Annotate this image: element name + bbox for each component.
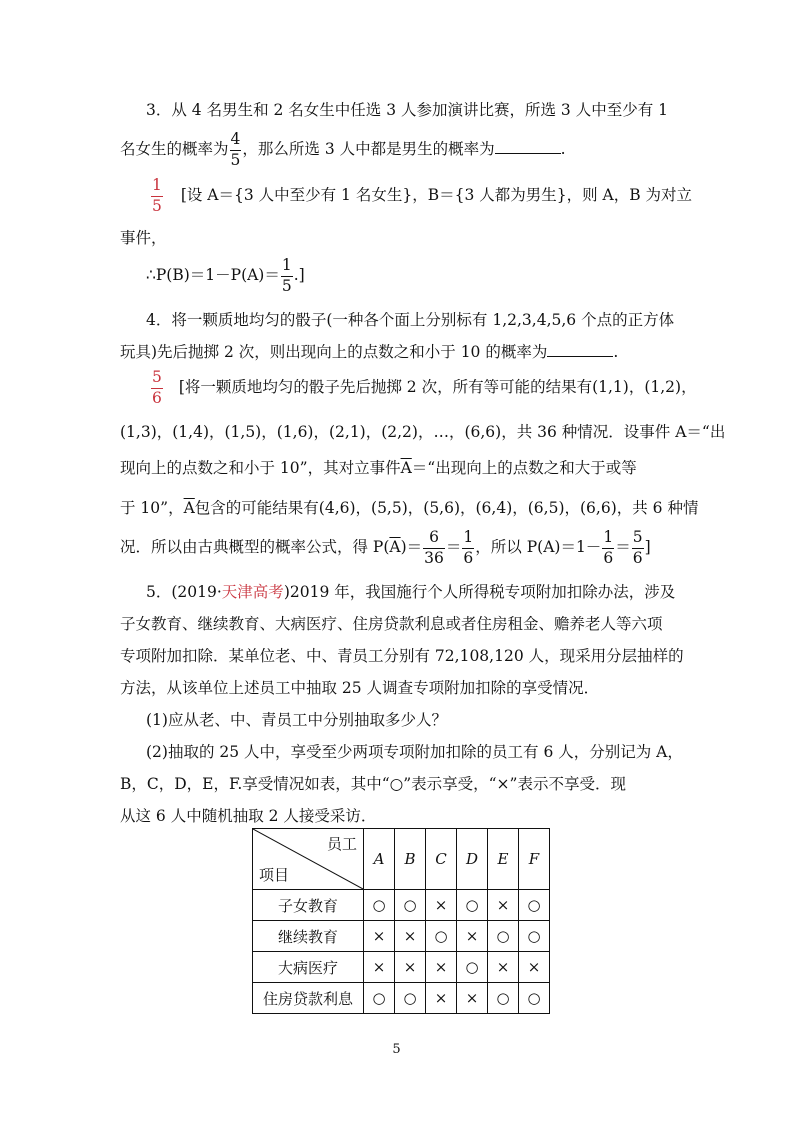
a4-f3-num: 1 — [603, 528, 614, 546]
a4-f1-den: 36 — [424, 548, 444, 567]
column-header: B — [395, 829, 426, 890]
table-cell: × — [426, 952, 457, 983]
table-row — [253, 952, 550, 983]
table-cell: ○ — [519, 890, 550, 921]
a4-fraction-5-6 — [632, 530, 644, 566]
a4-f4-num: 5 — [632, 528, 643, 546]
a3-line-3 — [146, 258, 305, 294]
page-number: 5 — [392, 1042, 401, 1057]
q5-line-1 — [146, 580, 675, 602]
q5-line-2: 子女教育、继续教育、大病医疗、住房贷款利息或者住房租金、赡养老人等六项 — [120, 615, 663, 633]
q5-sub-1: (1)应从老、中、青员工中分别抽取多少人？ — [146, 711, 447, 729]
a4-line-1 — [150, 370, 697, 406]
table-cell: ○ — [457, 952, 488, 983]
table-cell: × — [395, 921, 426, 952]
a4-ans-den: 6 — [152, 388, 162, 407]
a4-answer-fraction — [151, 370, 163, 406]
q5-line-3: 专项附加扣除．某单位老、中、青员工分别有 72,108,120 人，现采用分层抽样的 — [120, 647, 684, 665]
a4-complement-event-3: $\overline{A}$ — [389, 538, 401, 556]
table-cell: × — [426, 983, 457, 1014]
table-cell: × — [457, 921, 488, 952]
table-cell: ○ — [364, 890, 395, 921]
a4-f2-den: 6 — [463, 548, 474, 567]
q5-sub-2-line-3: 从这 6 人中随机抽取 2 人接受采访． — [120, 807, 377, 825]
q3-line-2 — [120, 132, 566, 168]
a3-ans-num: 1 — [152, 176, 162, 194]
q4-line-2 — [120, 340, 618, 362]
q5-line-4: 方法，从该单位上述员工中抽取 25 人调查专项附加扣除的享受情况． — [120, 679, 600, 697]
table-header-row — [253, 829, 550, 890]
a4-f3-den: 6 — [603, 548, 614, 567]
a3-answer-fraction — [151, 178, 163, 214]
a4-line-3-post: ＝“出现向上的点数之和大于或等 — [411, 459, 637, 477]
q3-given-probability — [230, 132, 242, 168]
a3-ans-den: 5 — [152, 196, 162, 215]
a3-formula-fraction — [281, 258, 293, 294]
a4-line-3-pre: 现向上的点数之和小于 10”，其对立事件 — [120, 459, 401, 477]
table-cell: ○ — [426, 921, 457, 952]
q5-sub-2-line-2: B，C，D，E，F.享受情况如表，其中“○”表示享受，“×”表示不享受．现 — [120, 775, 626, 793]
a4-line-5-a: 况．所以由古典概型的概率公式，得 P( — [120, 538, 390, 556]
a3-f-num: 1 — [281, 256, 292, 274]
column-header: E — [488, 829, 519, 890]
table-cell: × — [457, 983, 488, 1014]
table-cell: × — [488, 890, 519, 921]
a3-formula-pre: ∴P(B)＝1－P(A)＝ — [146, 266, 280, 284]
q3-line-1: 3．从 4 名男生和 2 名女生中任选 3 人参加演讲比赛，所选 3 人中至少有 1 — [146, 101, 669, 119]
a3-line-2: 事件， — [120, 229, 167, 247]
a4-f4-den: 6 — [632, 548, 643, 567]
q3-frac-num: 4 — [230, 130, 241, 148]
a4-f1-num: 6 — [429, 528, 439, 546]
table-cell: ○ — [488, 921, 519, 952]
q5-sub-2-line-1: (2)抽取的 25 人中，享受至少两项专项附加扣除的员工有 6 人，分别记为 A， — [146, 743, 683, 761]
row-label: 住房贷款利息 — [253, 983, 364, 1014]
q4-line-1: 4．将一颗质地均匀的骰子(一种各个面上分别标有 1,2,3,4,5,6 个点的正方体 — [146, 311, 675, 329]
row-label: 继续教育 — [253, 921, 364, 952]
a4-line-4-pre: 于 10”， — [120, 499, 184, 517]
a3-formula-post: .] — [293, 266, 305, 284]
q4-answer-blank — [547, 355, 613, 357]
a4-line-3 — [120, 456, 637, 478]
a4-complement-event-2: $\overline{A}$ — [183, 499, 195, 517]
a4-complement-event: $\overline{A}$ — [400, 459, 412, 477]
q3-text-after-fraction: ，那么所选 3 人中都是男生的概率为 — [242, 140, 495, 158]
column-header: F — [519, 829, 550, 890]
a4-line-5 — [120, 530, 651, 566]
a3-f-den: 5 — [281, 276, 292, 295]
table-cell: ○ — [457, 890, 488, 921]
a4-ans-num: 5 — [152, 368, 162, 386]
table-cell: × — [488, 952, 519, 983]
table-cell: × — [364, 952, 395, 983]
q5-line-1-post: )2019 年，我国施行个人所得税专项附加扣除办法，涉及 — [283, 583, 676, 601]
q5-source: 天津高考 — [221, 583, 284, 601]
table-row — [253, 921, 550, 952]
a4-explanation-1: [将一颗质地均匀的骰子先后抛掷 2 次，所有等可能的结果有(1,1)，(1,2)， — [178, 378, 697, 396]
table-cell: ○ — [488, 983, 519, 1014]
corner-bottom-label: 项目 — [259, 866, 290, 884]
a4-line-4 — [120, 496, 698, 518]
a4-fraction-1-6 — [462, 530, 474, 566]
q4-text: 玩具)先后抛掷 2 次，则出现向上的点数之和小于 10 的概率为 — [120, 343, 548, 361]
a4-fraction-6-36 — [423, 530, 445, 566]
a4-line-5-b: )＝ — [400, 538, 423, 556]
a4-line-5-end: ] — [644, 538, 651, 556]
table-cell: ○ — [395, 890, 426, 921]
column-header: A — [364, 829, 395, 890]
q4-end: . — [613, 343, 619, 361]
a4-line-5-c: ，所以 P(A)＝1－ — [475, 538, 602, 556]
a4-equals: ＝ — [445, 538, 462, 556]
a3-line-1 — [150, 178, 692, 214]
table-row — [253, 890, 550, 921]
table-corner-cell — [253, 829, 364, 890]
q5-line-1-pre: 5．(2019· — [146, 583, 222, 601]
table-cell: ○ — [519, 983, 550, 1014]
a3-explanation-1: [设 A＝{3 人中至少有 1 名女生}，B＝{3 人都为男生}，则 A，B 为对立 — [180, 186, 693, 204]
q3-frac-den: 5 — [230, 150, 241, 169]
column-header: D — [457, 829, 488, 890]
table-row — [253, 983, 550, 1014]
table-cell: × — [395, 952, 426, 983]
table-cell: × — [364, 921, 395, 952]
a4-line-4-post: 包含的可能结果有(4,6)，(5,5)，(5,6)，(6,4)，(6,5)，(6,6)，共 6 种情 — [194, 499, 699, 517]
a4-f2-num: 1 — [463, 528, 474, 546]
row-label: 子女教育 — [253, 890, 364, 921]
column-header: C — [426, 829, 457, 890]
table-cell: ○ — [364, 983, 395, 1014]
q3-text-before-fraction: 名女生的概率为 — [120, 140, 229, 158]
a4-fraction-1-6-b — [602, 530, 614, 566]
q3-answer-blank — [495, 152, 561, 154]
benefit-table — [252, 828, 550, 1014]
row-label: 大病医疗 — [253, 952, 364, 983]
a4-line-2: (1,3)，(1,4)，(1,5)，(1,6)，(2,1)，(2,2)，…，(6,6)，共 36 种情况．设事件 A＝“出 — [120, 423, 726, 441]
q3-end: . — [560, 140, 566, 158]
table-cell: ○ — [519, 921, 550, 952]
a4-equals-2: ＝ — [615, 538, 631, 556]
table-cell: × — [519, 952, 550, 983]
table-cell: × — [426, 890, 457, 921]
table-cell: ○ — [395, 983, 426, 1014]
corner-top-label: 员工 — [326, 835, 357, 853]
